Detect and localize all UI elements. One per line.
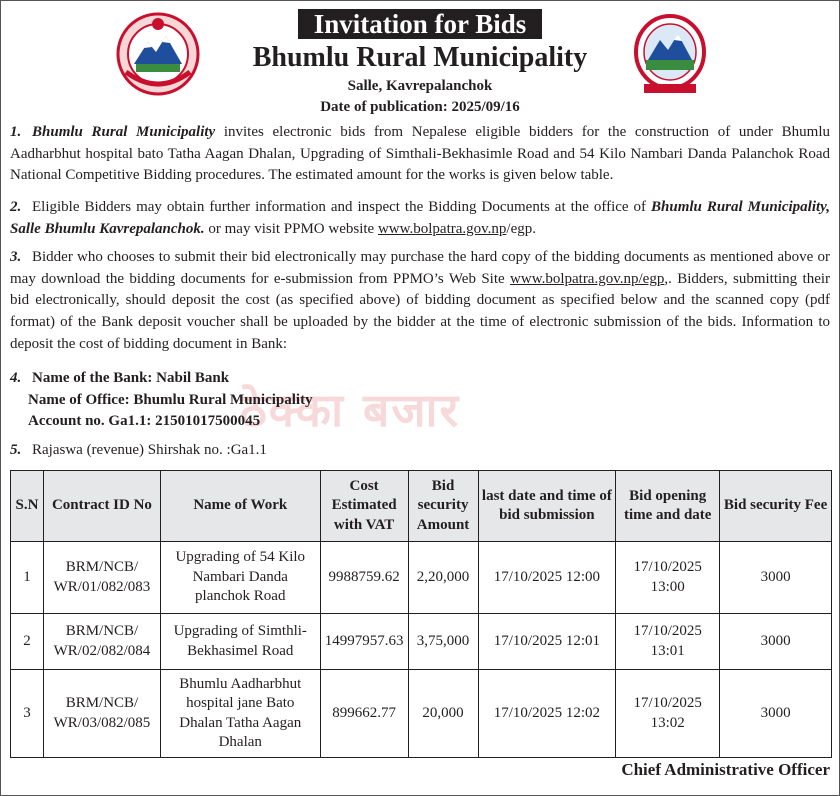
cell-last-date: 17/10/2025 12:02 — [478, 670, 616, 758]
header-opening: Bid opening time and date — [616, 471, 720, 542]
cell-fee: 3000 — [720, 542, 832, 614]
publication-date: Date of publication: 2025/09/16 — [320, 99, 520, 115]
paragraph-5-number: 5. — [10, 442, 22, 458]
paragraph-4-number: 4. — [10, 370, 22, 386]
cell-opening: 17/10/2025 13:01 — [616, 614, 720, 670]
cell-work: Bhumlu Aadharbhut hospital jane Bato Dhalan Tatha Aagan Dhalan — [160, 670, 320, 758]
cell-work: Upgrading of Simthli-Bekhasimel Road — [160, 614, 320, 670]
cell-fee: 3000 — [720, 670, 832, 758]
cell-cost: 14997957.63 — [320, 614, 408, 670]
paragraph-1-number: 1. — [10, 124, 22, 140]
table-row — [11, 542, 832, 614]
ppmo-egp-link[interactable]: www.bolpatra.gov.np/egp — [510, 270, 665, 287]
cell-security: 20,000 — [408, 670, 478, 758]
header-sn: S.N — [11, 471, 44, 542]
cell-fee: 3000 — [720, 614, 832, 670]
header-contract-id: Contract ID No — [43, 471, 160, 542]
cell-work: Upgrading of 54 Kilo Nambari Danda planchok Road — [160, 542, 320, 614]
cell-sn: 1 — [11, 542, 44, 614]
signature: Chief Administrative Officer — [621, 760, 830, 779]
paragraph-5 — [10, 440, 830, 462]
cell-opening: 17/10/2025 13:00 — [616, 542, 720, 614]
organization-name: Bhumlu Rural Municipality — [252, 42, 588, 73]
cell-opening: 17/10/2025 13:02 — [616, 670, 720, 758]
paragraph-2-text-a: Eligible Bidders may obtain further information and inspect the Bidding Documents at the office of — [32, 199, 651, 215]
cell-cost: 899662.77 — [320, 670, 408, 758]
cell-last-date: 17/10/2025 12:01 — [478, 614, 616, 670]
revenue-heading: Rajaswa (revenue) Shirshak no. :Ga1.1 — [32, 442, 267, 458]
paragraph-2-emphasis: Bhumlu Rural Municipality, Salle Bhumlu Kavrepalanchok. — [10, 199, 831, 237]
office-name: Name of Office: Bhumlu Rural Municipality — [28, 391, 313, 408]
paragraph-1 — [10, 122, 830, 187]
bank-name: Name of the Bank: Nabil Bank — [32, 370, 230, 386]
paragraph-2-text-b: or may visit PPMO website — [204, 220, 378, 237]
paragraph-4 — [10, 368, 830, 433]
bids-table — [10, 470, 832, 758]
paragraph-3-text-a: Bidder who chooses to submit their bid electronically may purchase the hard copy of the bidding documents as mentioned above or may download the bidding documents for e-submission from PPMO’s Web Site — [10, 249, 830, 287]
paragraph-3-text-b: ,. Bidders, submitting their bid electronically, should deposit the cost (as specified above) of bidding document as specified below and the scanned copy (pdf format) of the Bank deposit voucher shall be uploaded by the bidder at the time of electronic submission of the bids. Information to deposit the cost of bidding document in Bank: — [10, 270, 831, 352]
header-name-of-work: Name of Work — [160, 471, 320, 542]
cell-security: 3,75,000 — [408, 614, 478, 670]
header-bid-security: Bid security Amount — [408, 471, 478, 542]
paragraph-2-number: 2. — [10, 199, 22, 215]
ppmo-website-link[interactable]: www.bolpatra.gov.np — [377, 220, 507, 237]
cell-sn: 2 — [11, 614, 44, 670]
cell-last-date: 17/10/2025 12:00 — [478, 542, 616, 614]
paragraph-2 — [10, 197, 830, 240]
paragraph-3 — [10, 247, 830, 356]
paragraph-1-lead: Bhumlu Rural Municipality — [32, 124, 216, 140]
paragraph-3-number: 3. — [10, 249, 22, 265]
organization-address: Salle, Kavrepalanchok — [347, 78, 493, 94]
header-cost: Cost Estimated with VAT — [320, 471, 408, 542]
paragraph-1-text: invites electronic bids from Nepalese eligible bidders for the construction of under Bhumlu Aadharbhut hospital bato Tatha Aagan Dhalan, Upgrading of Simthali-Bekhasimle Road and 54 Kilo Nambari Danda Palanchok Road National Competitive Bidding procedures. The estimated amount for the works is given below table. — [10, 124, 830, 184]
cell-cost: 9988759.62 — [320, 542, 408, 614]
cell-sn: 3 — [11, 670, 44, 758]
header-fee: Bid security Fee — [720, 471, 832, 542]
cell-contract-id: BRM/NCB/ WR/02/082/084 — [43, 614, 160, 670]
paragraph-2-text-c: /egp. — [506, 220, 536, 237]
table-row — [11, 670, 832, 758]
watermark: ठेक्का बजार — [240, 383, 461, 437]
table-row — [11, 614, 832, 670]
cell-security: 2,20,000 — [408, 542, 478, 614]
cell-contract-id: BRM/NCB/ WR/01/082/083 — [43, 542, 160, 614]
cell-contract-id: BRM/NCB/ WR/03/082/085 — [43, 670, 160, 758]
table-header-row — [11, 471, 832, 542]
notice-title: Invitation for Bids — [298, 9, 542, 39]
account-number: Account no. Ga1.1: 21501017500045 — [28, 413, 261, 430]
header-last-date: last date and time of bid submission — [478, 471, 616, 542]
